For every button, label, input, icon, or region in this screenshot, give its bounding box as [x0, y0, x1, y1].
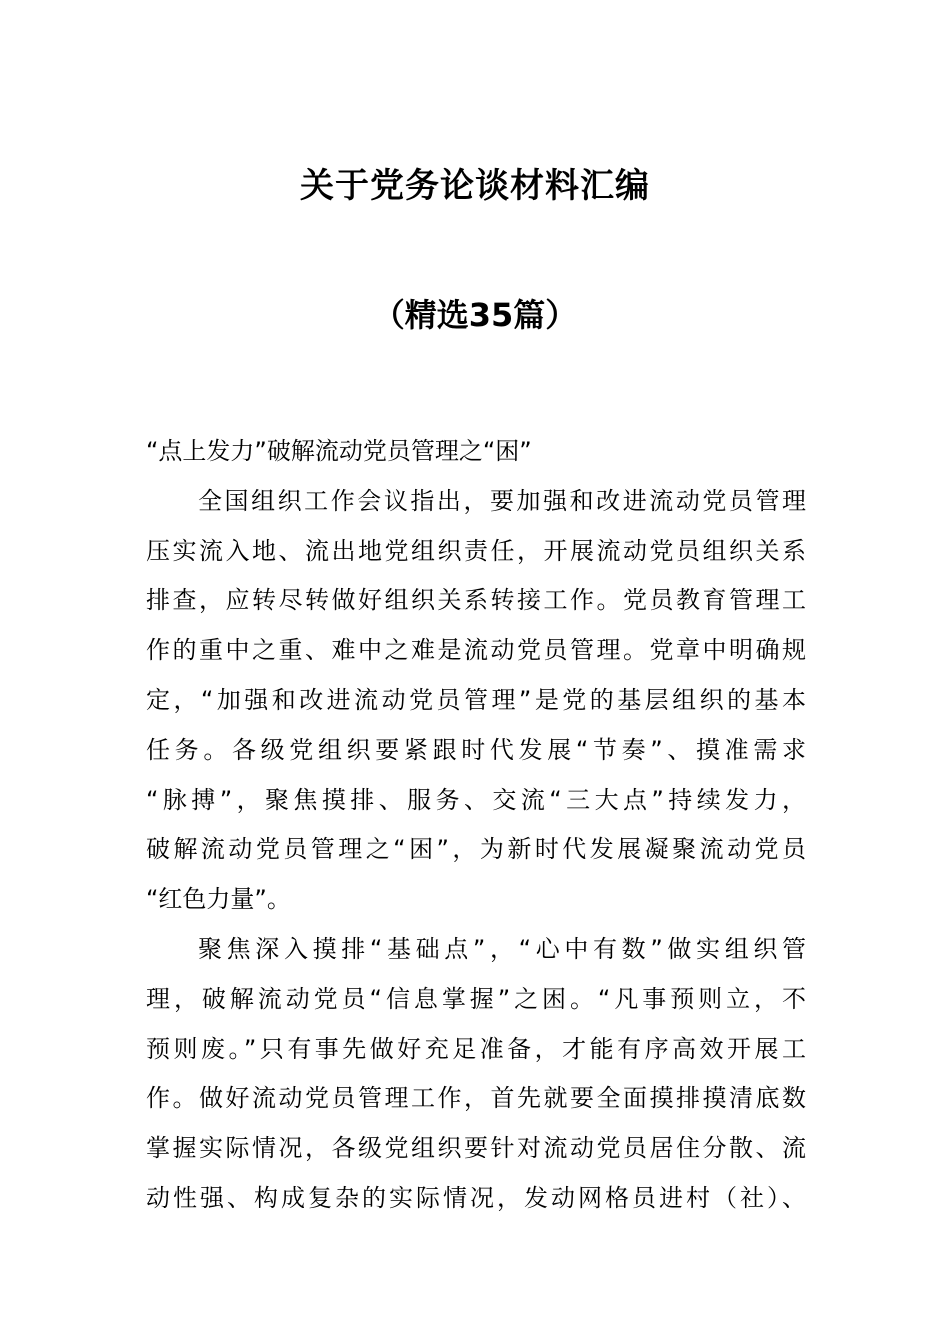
text-line: 定，“加强和改进流动党员管理”是党的基层组织的基本: [146, 685, 806, 714]
text-line: 动性强、构成复杂的实际情况，发动网格员进村（社）、: [146, 1183, 806, 1212]
text-line: 掌握实际情况，各级党组织要针对流动党员居住分散、流: [146, 1134, 806, 1163]
document-body: [146, 434, 806, 1231]
text-line: “脉搏”，聚焦摸排、服务、交流“三大点”持续发力，: [146, 785, 806, 814]
text-line: 作。做好流动党员管理工作，首先就要全面摸排摸清底数: [146, 1084, 806, 1113]
text-line: “红色力量”。: [146, 885, 291, 914]
text-line: 破解流动党员管理之“困”，为新时代发展凝聚流动党员: [146, 835, 806, 864]
text-line: 任务。各级党组织要紧跟时代发展“节奏”、摸准需求: [146, 735, 806, 764]
text-line: 排查，应转尽转做好组织关系转接工作。党员教育管理工: [146, 586, 806, 615]
text-line: 理，破解流动党员“信息掌握”之困。“凡事预则立，不: [146, 984, 806, 1013]
text-line: 聚焦深入摸排“基础点”，“心中有数”做实组织管: [198, 934, 806, 963]
paragraph-2: [146, 932, 806, 1231]
paragraph-1: [146, 484, 806, 932]
text-line: 作的重中之重、难中之难是流动党员管理。党章中明确规: [146, 636, 806, 665]
section-heading: “点上发力”破解流动党员管理之“困”: [146, 437, 532, 465]
text-line: 全国组织工作会议指出，要加强和改进流动党员管理: [198, 486, 806, 515]
text-line: 预则废。”只有事先做好充足准备，才能有序高效开展工: [146, 1034, 806, 1063]
document-title: 关于党务论谈材料汇编: [300, 166, 650, 206]
document-subtitle: （精选35篇）: [372, 296, 578, 334]
text-line: 压实流入地、流出地党组织责任，开展流动党员组织关系: [146, 536, 806, 565]
